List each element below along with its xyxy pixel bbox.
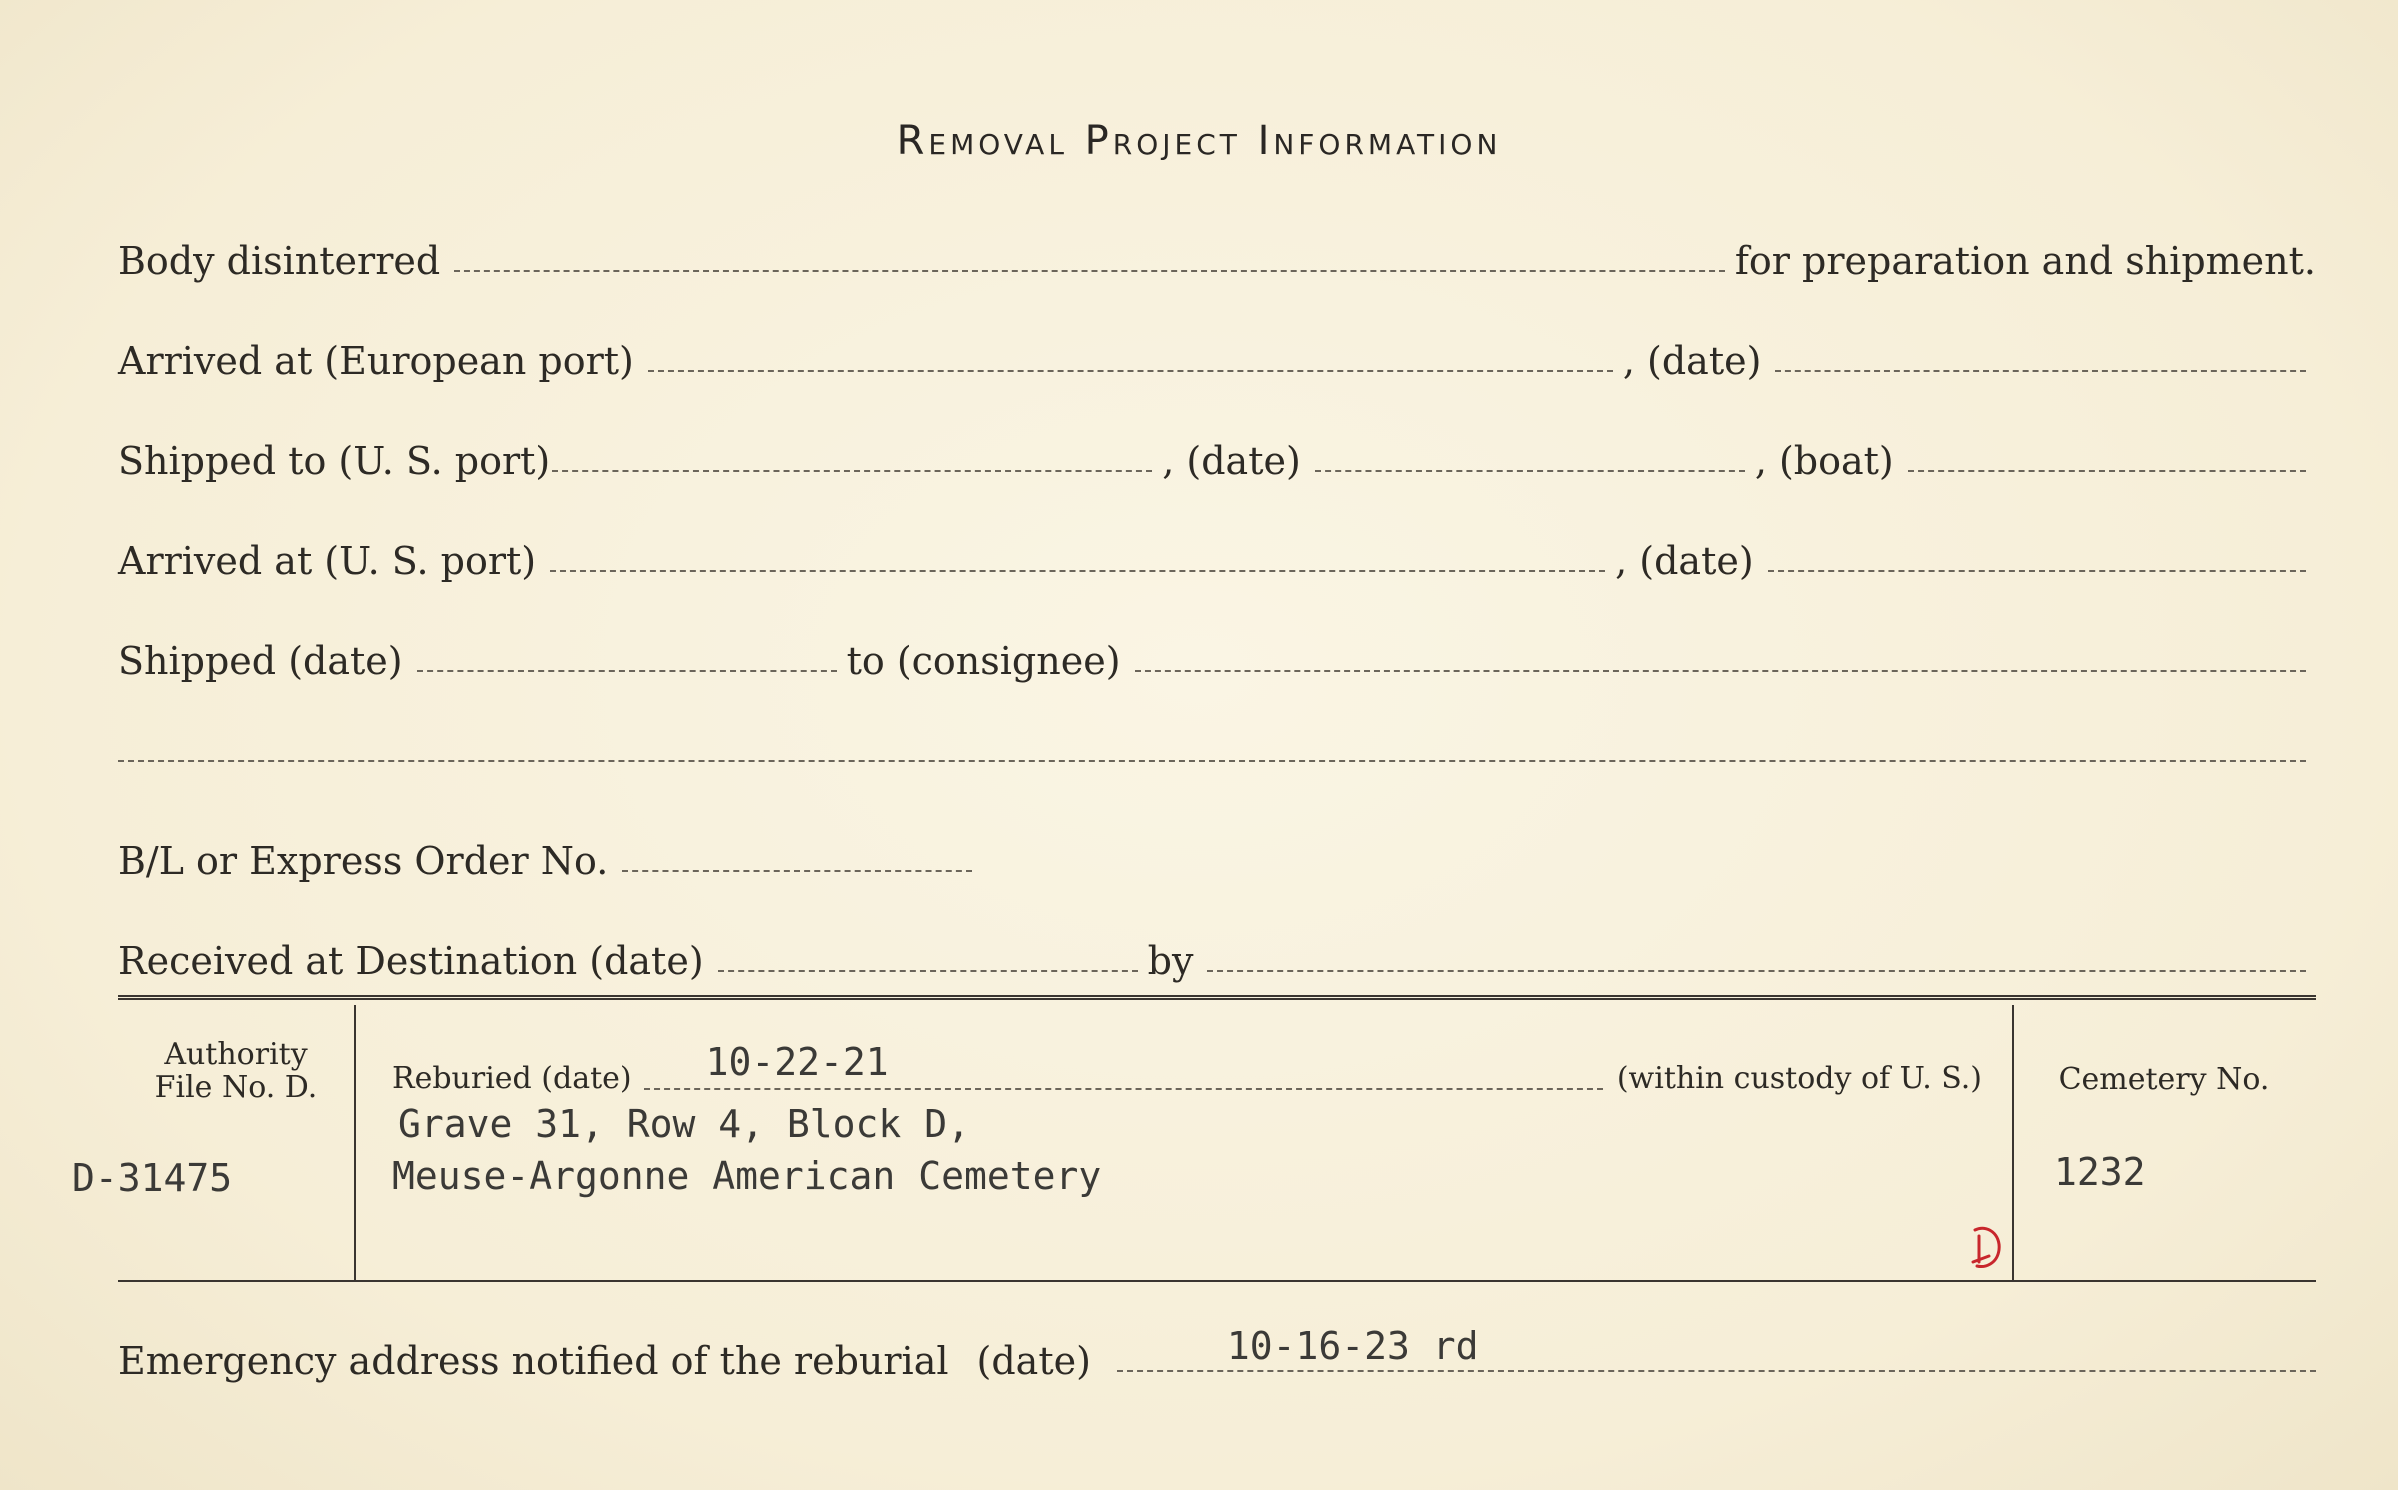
shipped-to-us-boat-field[interactable]	[1908, 470, 2306, 472]
row-arrived-european	[118, 332, 2316, 382]
shipped-to-us-date-field[interactable]	[1315, 470, 1745, 472]
bl-order-label: B/L or Express Order No.	[118, 839, 609, 883]
authority-label	[118, 1038, 354, 1104]
reburial-box-bottom-rule	[118, 1280, 2316, 1282]
reburied-date-value: 10-22-21	[705, 1040, 889, 1084]
shipped-to-us-boat-label: , (boat)	[1754, 439, 1894, 483]
row-bl-order	[118, 832, 2316, 882]
arrived-european-label: Arrived at (European port)	[118, 339, 634, 383]
row-shipped-date	[118, 632, 2316, 682]
arrived-european-date-field[interactable]	[1775, 370, 2306, 372]
consignee-label: to (consignee)	[846, 639, 1121, 683]
card-title: Removal Project Information	[896, 118, 1502, 164]
arrived-us-date-field[interactable]	[1768, 570, 2306, 572]
emergency-date-label: (date)	[976, 1339, 1091, 1383]
red-checkmark-icon	[1965, 1222, 2013, 1276]
cemetery-no-label: Cemetery No.	[2058, 1062, 2270, 1097]
body-disinterred-suffix: for preparation and shipment.	[1734, 239, 2316, 283]
arrived-european-date-label: , (date)	[1622, 339, 1762, 383]
reburied-row	[392, 1040, 1982, 1098]
row-emergency	[118, 1324, 2316, 1383]
shipped-to-us-port-field[interactable]	[552, 470, 1152, 472]
authority-file-no-value: D-31475	[72, 1156, 233, 1200]
grave-location-line-1: Grave 31, Row 4, Block D,	[398, 1102, 970, 1146]
arrived-us-date-label: , (date)	[1615, 539, 1754, 583]
bl-order-field[interactable]	[622, 870, 972, 872]
emergency-label: Emergency address notified of the reburial	[118, 1339, 949, 1383]
shipped-date-field[interactable]	[417, 670, 837, 672]
consignee-field[interactable]	[1135, 670, 2306, 672]
shipped-to-us-label: Shipped to (U. S. port)	[118, 439, 551, 483]
reburial-box-top-rule	[118, 995, 2316, 1000]
reburial-box-divider-left	[354, 1005, 356, 1280]
row-arrived-us	[118, 532, 2316, 582]
row-received	[118, 932, 2316, 982]
received-label: Received at Destination (date)	[118, 939, 704, 983]
row-body-disinterred	[118, 232, 2316, 282]
shipped-date-label: Shipped (date)	[118, 639, 403, 683]
received-by-label: by	[1147, 939, 1194, 983]
row-shipped-to-us	[118, 432, 2316, 482]
authority-label-line-1: Authority	[164, 1037, 308, 1072]
consignee-continued-field[interactable]	[118, 760, 2306, 762]
received-date-field[interactable]	[718, 970, 1138, 972]
reburied-date-label: Reburied (date)	[392, 1061, 632, 1096]
body-disinterred-field[interactable]	[454, 270, 1725, 272]
custody-label: (within custody of U. S.)	[1616, 1061, 1982, 1096]
grave-location-line-2: Meuse-Argonne American Cemetery	[392, 1154, 1102, 1198]
row-consignee-continued	[118, 722, 2316, 772]
authority-label-line-2: File No. D.	[154, 1070, 318, 1105]
cemetery-no-value: 1232	[2054, 1150, 2146, 1194]
received-by-field[interactable]	[1207, 970, 2306, 972]
reburied-date-field[interactable]	[644, 1040, 1603, 1090]
arrived-us-label: Arrived at (U. S. port)	[118, 539, 537, 583]
shipped-to-us-date-label: , (date)	[1162, 439, 1301, 483]
body-disinterred-label: Body disinterred	[118, 239, 441, 283]
emergency-date-value: 10-16-23 rd	[1226, 1324, 1479, 1368]
arrived-us-port-field[interactable]	[550, 570, 1605, 572]
emergency-date-field[interactable]	[1117, 1324, 2316, 1372]
arrived-european-port-field[interactable]	[648, 370, 1613, 372]
